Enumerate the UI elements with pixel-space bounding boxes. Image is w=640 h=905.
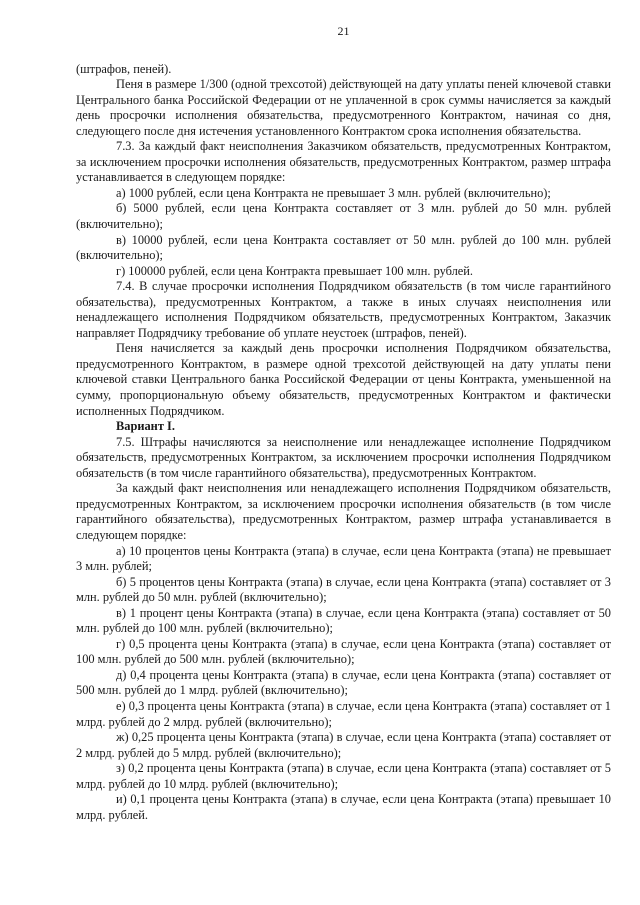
document-body bbox=[76, 62, 611, 824]
paragraph: б) 5 процентов цены Контракта (этапа) в случае, если цена Контракта (этапа) составляет от 3 млн. рублей до 50 млн. рублей (включительно); bbox=[76, 574, 611, 605]
paragraph: а) 10 процентов цены Контракта (этапа) в случае, если цена Контракта (этапа) не превышает 3 млн. рублей; bbox=[76, 543, 611, 574]
paragraph: Пеня в размере 1/300 (одной трехсотой) действующей на дату уплаты пеней ключевой ставки Центрального банка Российской Федерации от не уплаченной в срок суммы начисляется за каждый день просрочки исполнения обязательства, предусмотренного Контрактом, начиная со дня, следующего после дня истечения установленного Контрактом срока исполнения обязательства. bbox=[76, 77, 611, 138]
paragraph: (штрафов, пеней). bbox=[76, 61, 172, 76]
paragraph: б) 5000 рублей, если цена Контракта составляет от 3 млн. рублей до 50 млн. рублей (включительно); bbox=[76, 201, 611, 232]
paragraph: ж) 0,25 процента цены Контракта (этапа) в случае, если цена Контракта (этапа) составляет от 2 млрд. рублей до 5 млрд. рублей (включительно); bbox=[76, 730, 611, 760]
paragraph: в) 1 процент цены Контракта (этапа) в случае, если цена Контракта (этапа) составляет от 50 млн. рублей до 100 млн. рублей (включительно); bbox=[76, 605, 611, 636]
paragraph: 7.5. Штрафы начисляются за неисполнение или ненадлежащее исполнение Подрядчиком обязательств, предусмотренных Контрактом, за исключением просрочки исполнения Подрядчиком обязательств (в том числе гарантийного обязательства), предусмотренных Контрактом. bbox=[76, 434, 611, 480]
paragraph: а) 1000 рублей, если цена Контракта не превышает 3 млн. рублей (включительно); bbox=[116, 185, 551, 200]
paragraph: 7.3. За каждый факт неисполнения Заказчиком обязательств, предусмотренных Контрактом, за исключением просрочки исполнения обязательств, предусмотренных Контрактом, размер штрафа устанавливается в следующем порядке: bbox=[76, 139, 611, 185]
paragraph: з) 0,2 процента цены Контракта (этапа) в случае, если цена Контракта (этапа) составляет от 5 млрд. рублей до 10 млрд. рублей (включительно); bbox=[76, 761, 611, 791]
paragraph: г) 100000 рублей, если цена Контракта превышает 100 млн. рублей. bbox=[116, 263, 474, 278]
paragraph: д) 0,4 процента цены Контракта (этапа) в случае, если цена Контракта (этапа) составляет от 500 млн. рублей до 1 млрд. рублей (включительно); bbox=[76, 667, 611, 698]
paragraph: е) 0,3 процента цены Контракта (этапа) в случае, если цена Контракта (этапа) составляет от 1 млрд. рублей до 2 млрд. рублей (включительно); bbox=[76, 698, 611, 729]
paragraph: и) 0,1 процента цены Контракта (этапа) в случае, если цена Контракта (этапа) превышает 10 млрд. рублей. bbox=[76, 792, 611, 822]
paragraph: в) 10000 рублей, если цена Контракта составляет от 50 млн. рублей до 100 млн. рублей (включительно); bbox=[76, 232, 611, 263]
paragraph: Пеня начисляется за каждый день просрочки исполнения Подрядчиком обязательства, предусмотренного Контрактом, в размере одной трехсотой действующей на дату уплаты пени ключевой ставки Центрального банка Российской Федерации от цены Контракта, уменьшенной на сумму, пропорциональную объему обязательств, предусмотренных Контрактом и фактически исполненных Подрядчиком. bbox=[76, 341, 611, 418]
section-heading: Вариант I. bbox=[116, 419, 175, 434]
paragraph: За каждый факт неисполнения или ненадлежащего исполнения Подрядчиком обязательств, предусмотренных Контрактом, за исключением просрочки исполнения обязательств (в том числе гарантийного обязательства), предусмотренных Контрактом, размер штрафа устанавливается в следующем порядке: bbox=[76, 481, 611, 542]
paragraph: 7.4. В случае просрочки исполнения Подрядчиком обязательств (в том числе гарантийного обязательства), предусмотренных Контрактом, а также в иных случаях неисполнения или ненадлежащего исполнения Подрядчиком обязательств, предусмотренных Контрактом, Заказчик направляет Подрядчику требование об уплате неустоек (штрафов, пеней). bbox=[76, 279, 611, 340]
paragraph: г) 0,5 процента цены Контракта (этапа) в случае, если цена Контракта (этапа) составляет от 100 млн. рублей до 500 млн. рублей (включительно); bbox=[76, 636, 611, 667]
document-page bbox=[76, 24, 611, 823]
page-number: 21 bbox=[337, 24, 350, 38]
